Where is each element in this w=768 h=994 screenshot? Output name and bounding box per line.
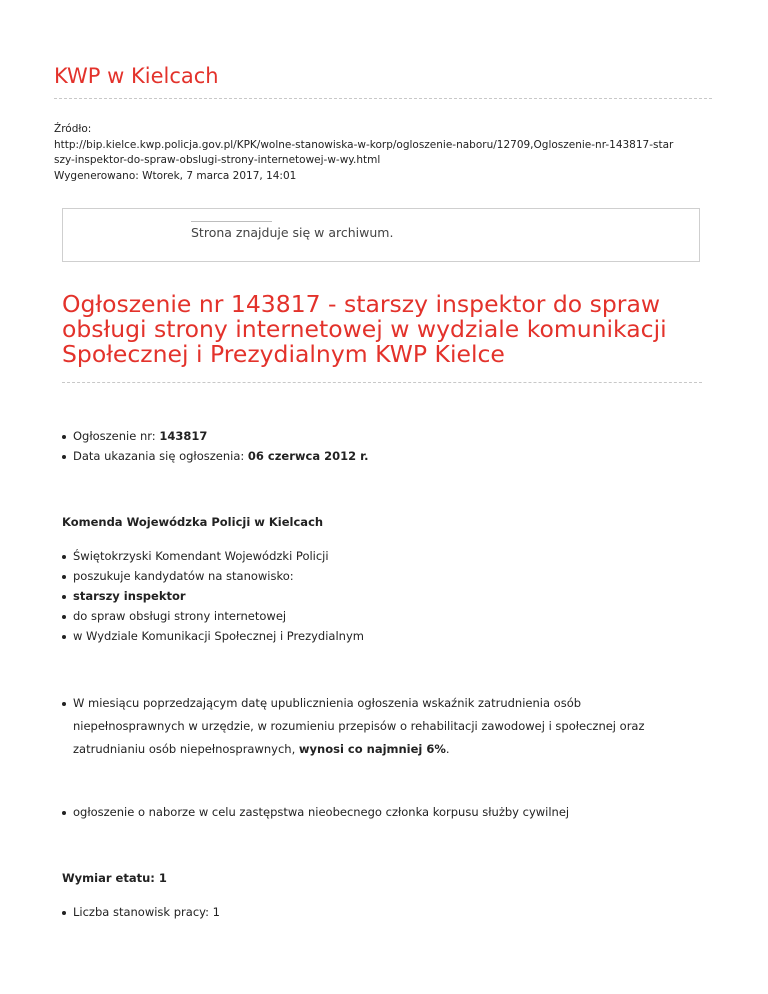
- article-title: Ogłoszenie nr 143817 - starszy inspektor do spraw obsługi strony internetowej w wydziale komunikacji Społecznej i Prezydialnym KWP Kielce: [62, 290, 667, 368]
- source-label: Źródło:: [54, 123, 92, 135]
- position-title: starszy inspektor: [73, 589, 186, 603]
- list-item: w Wydziale Komunikacji Społecznej i Prezydialnym: [62, 626, 722, 646]
- disability-note-line-3: zatrudnianiu osób niepełnosprawnych,: [73, 742, 299, 756]
- positions-list: [62, 902, 722, 922]
- header-divider: [54, 98, 712, 99]
- organization-list: [62, 546, 722, 646]
- list-item: Świętokrzyski Komendant Wojewódzki Policji: [62, 546, 722, 566]
- disability-note-end: .: [445, 742, 450, 756]
- archive-notice-box: [62, 208, 700, 262]
- organization-heading: Komenda Wojewódzka Policji w Kielcach: [62, 515, 324, 529]
- list-item: do spraw obsługi strony internetowej: [62, 606, 722, 626]
- list-item: poszukuje kandydatów na stanowisko:: [62, 566, 722, 586]
- source-url-line-2[interactable]: szy-inspektor-do-spraw-obslugi-strony-internetowej-w-wy.html: [54, 154, 381, 166]
- announcement-info: [62, 426, 722, 466]
- title-divider: [62, 382, 702, 383]
- list-item: [62, 446, 722, 466]
- list-item: [62, 586, 722, 606]
- info-value: 143817: [159, 429, 208, 443]
- disability-note-line-1: W miesiącu poprzedzającym datę upublicznienia ogłoszenia wskaźnik zatrudnienia osób: [73, 696, 582, 710]
- source-meta: [54, 122, 719, 184]
- generated-date: Wygenerowano: Wtorek, 7 marca 2017, 14:01: [54, 169, 297, 182]
- disability-ratio: wynosi co najmniej 6%: [298, 742, 446, 756]
- list-item: [62, 692, 722, 761]
- disability-note-line-2: niepełnosprawnych w urzędzie, w rozumieniu przepisów o rehabilitacji zawodowej i społecznej oraz: [73, 719, 645, 733]
- list-item: Liczba stanowisk pracy: 1: [62, 902, 722, 922]
- info-label: Data ukazania się ogłoszenia:: [73, 449, 248, 463]
- list-item: ogłoszenie o naborze w celu zastępstwa nieobecnego członka korpusu służby cywilnej: [62, 802, 722, 822]
- archive-notice-rule: [191, 221, 272, 222]
- source-url-line-1[interactable]: http://bip.kielce.kwp.policja.gov.pl/KPK/wolne-stanowiska-w-korp/ogloszenie-naboru/12709,Ogloszenie-nr-143817-star: [54, 138, 674, 151]
- info-value: 06 czerwca 2012 r.: [247, 449, 369, 463]
- disability-note: [62, 692, 722, 761]
- archive-notice-text: Strona znajduje się w archiwum.: [191, 225, 394, 240]
- site-title[interactable]: KWP w Kielcach: [54, 64, 219, 88]
- info-label: Ogłoszenie nr:: [73, 429, 160, 443]
- list-item: [62, 426, 722, 446]
- replacement-note: [62, 802, 722, 822]
- workload-heading: Wymiar etatu: 1: [62, 871, 167, 885]
